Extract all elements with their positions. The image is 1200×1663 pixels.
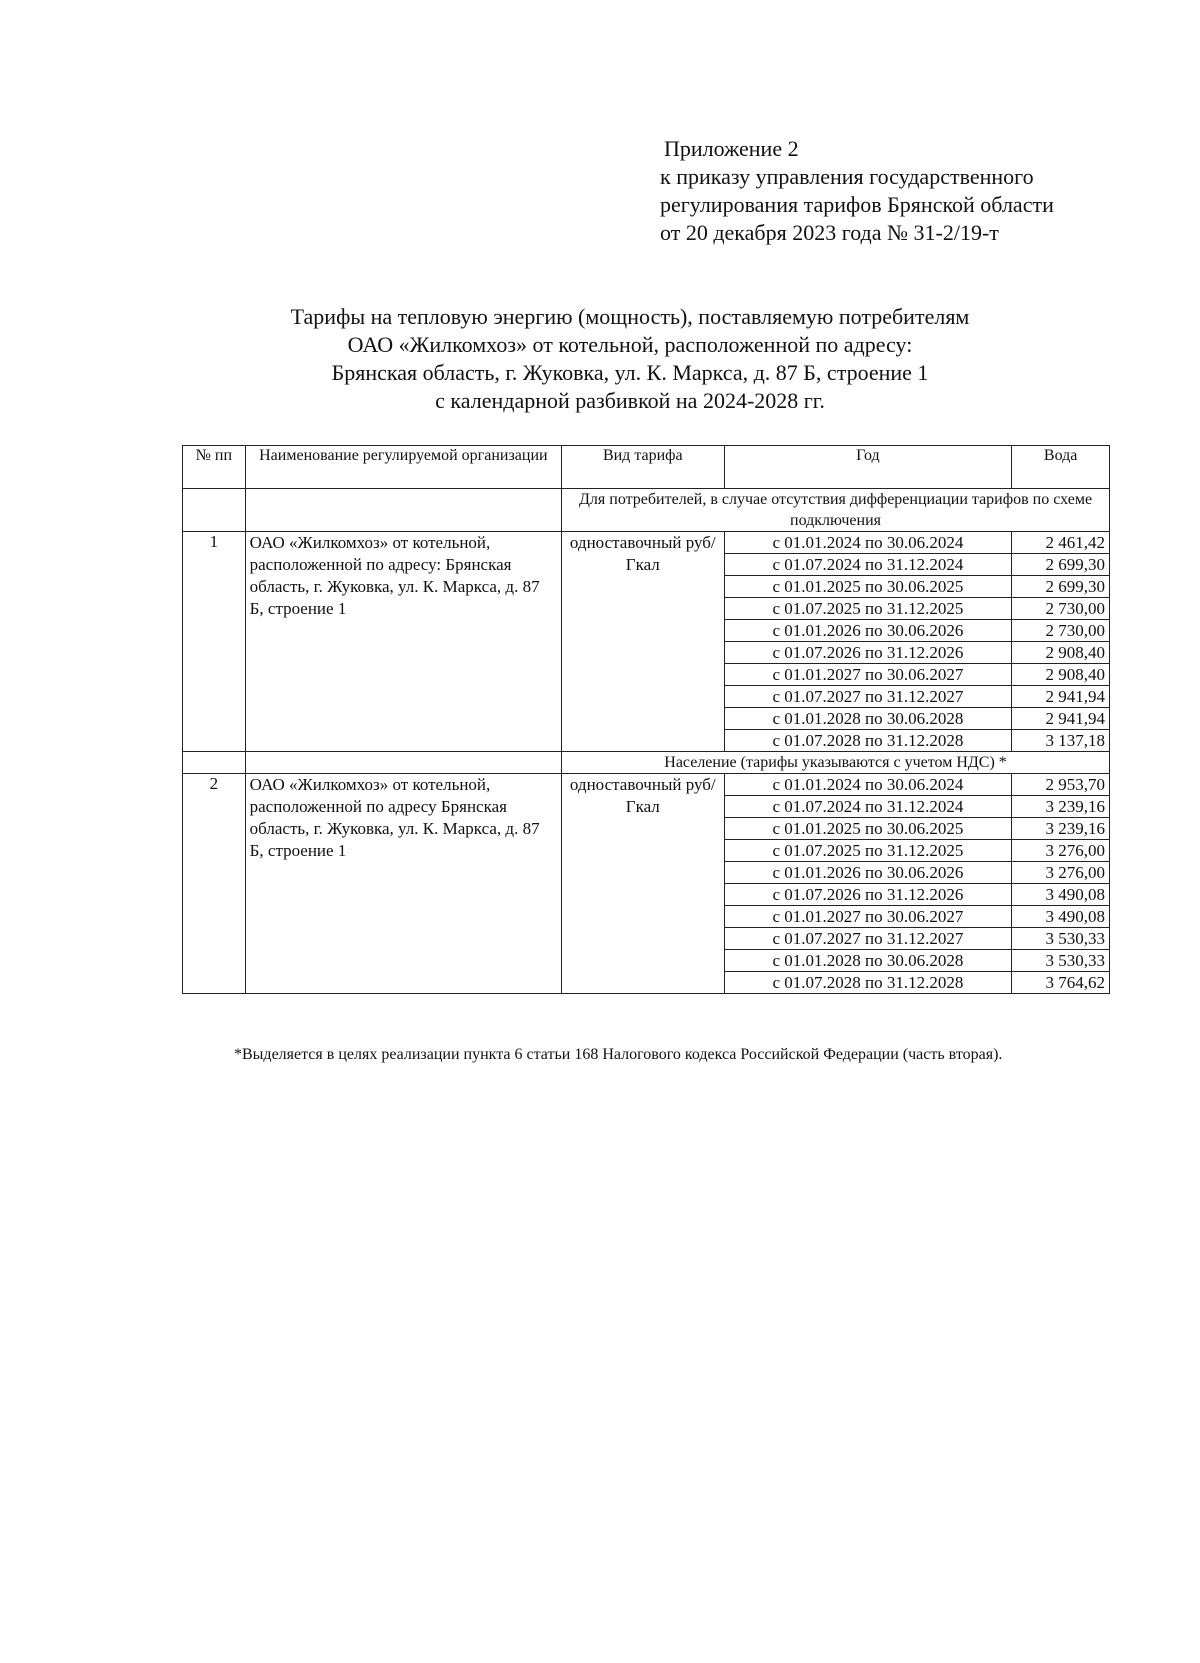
section-label: Население (тарифы указываются с учетом НДС) * [562, 752, 1110, 774]
period-cell: с 01.07.2027 по 31.12.2027 [724, 928, 1012, 950]
header-num: № пп [183, 446, 246, 489]
period-cell: с 01.07.2028 по 31.12.2028 [724, 730, 1012, 752]
period-cell: с 01.07.2026 по 31.12.2026 [724, 642, 1012, 664]
period-cell: с 01.07.2027 по 31.12.2027 [724, 686, 1012, 708]
tariff-value: 2 908,40 [1012, 664, 1110, 686]
title-line: ОАО «Жилкомхоз» от котельной, расположенной по адресу: [347, 332, 913, 357]
appendix-number: Приложение 2 [664, 136, 799, 161]
title-line: Брянская область, г. Жуковка, ул. К. Маркса, д. 87 Б, строение 1 [331, 360, 929, 385]
tariff-value: 2 730,00 [1012, 620, 1110, 642]
tariff-value: 3 490,08 [1012, 906, 1110, 928]
row-number: 2 [183, 774, 246, 994]
period-cell: с 01.07.2026 по 31.12.2026 [724, 884, 1012, 906]
organization-name: ОАО «Жилкомхоз» от котельной, расположенной по адресу Брянская область, г. Жуковка, ул. К. Маркса, д. 87 Б, строение 1 [245, 774, 561, 994]
title-line: с календарной разбивкой на 2024-2028 гг. [435, 388, 825, 413]
appendix-header [660, 135, 1054, 247]
empty-cell [183, 752, 246, 774]
period-cell: с 01.07.2025 по 31.12.2025 [724, 598, 1012, 620]
tariff-value: 2 941,94 [1012, 686, 1110, 708]
period-cell: с 01.01.2025 по 30.06.2025 [724, 576, 1012, 598]
period-cell: с 01.01.2027 по 30.06.2027 [724, 664, 1012, 686]
table-row [183, 532, 1110, 554]
title-line: Тарифы на тепловую энергию (мощность), поставляемую потребителям [290, 304, 970, 329]
tariff-table [182, 445, 1110, 994]
tariff-value: 3 530,33 [1012, 928, 1110, 950]
period-cell: с 01.01.2024 по 30.06.2024 [724, 532, 1012, 554]
appendix-line: регулирования тарифов Брянской области [660, 192, 1054, 217]
empty-cell [245, 489, 561, 532]
period-cell: с 01.01.2026 по 30.06.2026 [724, 862, 1012, 884]
section-row [183, 752, 1110, 774]
period-cell: с 01.07.2024 по 31.12.2024 [724, 554, 1012, 576]
empty-cell [245, 752, 561, 774]
table-header-row [183, 446, 1110, 489]
tariff-value: 2 699,30 [1012, 554, 1110, 576]
tariff-value: 3 239,16 [1012, 796, 1110, 818]
tariff-value: 3 137,18 [1012, 730, 1110, 752]
appendix-line: от 20 декабря 2023 года № 31-2/19-т [660, 220, 999, 245]
tariff-value: 3 764,62 [1012, 972, 1110, 994]
tariff-type: одноставочный руб/Гкал [562, 532, 724, 752]
section-label: Для потребителей, в случае отсутствия дифференциации тарифов по схеме подключения [562, 489, 1110, 532]
period-cell: с 01.07.2025 по 31.12.2025 [724, 840, 1012, 862]
header-value: Вода [1012, 446, 1110, 489]
header-org: Наименование регулируемой организации [245, 446, 561, 489]
appendix-line: к приказу управления государственного [660, 164, 1034, 189]
organization-name: ОАО «Жилкомхоз» от котельной, расположенной по адресу: Брянская область, г. Жуковка, ул. К. Маркса, д. 87 Б, строение 1 [245, 532, 561, 752]
tariff-value: 2 461,42 [1012, 532, 1110, 554]
tariff-value: 2 953,70 [1012, 774, 1110, 796]
tariff-value: 2 908,40 [1012, 642, 1110, 664]
period-cell: с 01.01.2024 по 30.06.2024 [724, 774, 1012, 796]
tariff-value: 3 276,00 [1012, 840, 1110, 862]
tariff-value: 3 490,08 [1012, 884, 1110, 906]
document-title [180, 303, 1080, 415]
table-row [183, 774, 1110, 796]
table-body [183, 489, 1110, 994]
tariff-value: 3 239,16 [1012, 818, 1110, 840]
header-year: Год [724, 446, 1012, 489]
tariff-type: одноставочный руб/Гкал [562, 774, 724, 994]
tariff-value: 2 699,30 [1012, 576, 1110, 598]
period-cell: с 01.01.2027 по 30.06.2027 [724, 906, 1012, 928]
section-row [183, 489, 1110, 532]
period-cell: с 01.01.2026 по 30.06.2026 [724, 620, 1012, 642]
footnote: *Выделяется в целях реализации пункта 6 статьи 168 Налогового кодекса Российской Федерации (часть вторая). [234, 1046, 1003, 1063]
period-cell: с 01.01.2028 по 30.06.2028 [724, 950, 1012, 972]
tariff-value: 2 941,94 [1012, 708, 1110, 730]
tariff-value: 3 276,00 [1012, 862, 1110, 884]
row-number: 1 [183, 532, 246, 752]
period-cell: с 01.01.2028 по 30.06.2028 [724, 708, 1012, 730]
tariff-value: 2 730,00 [1012, 598, 1110, 620]
period-cell: с 01.07.2024 по 31.12.2024 [724, 796, 1012, 818]
period-cell: с 01.07.2028 по 31.12.2028 [724, 972, 1012, 994]
empty-cell [183, 489, 246, 532]
tariff-value: 3 530,33 [1012, 950, 1110, 972]
period-cell: с 01.01.2025 по 30.06.2025 [724, 818, 1012, 840]
header-type: Вид тарифа [562, 446, 724, 489]
